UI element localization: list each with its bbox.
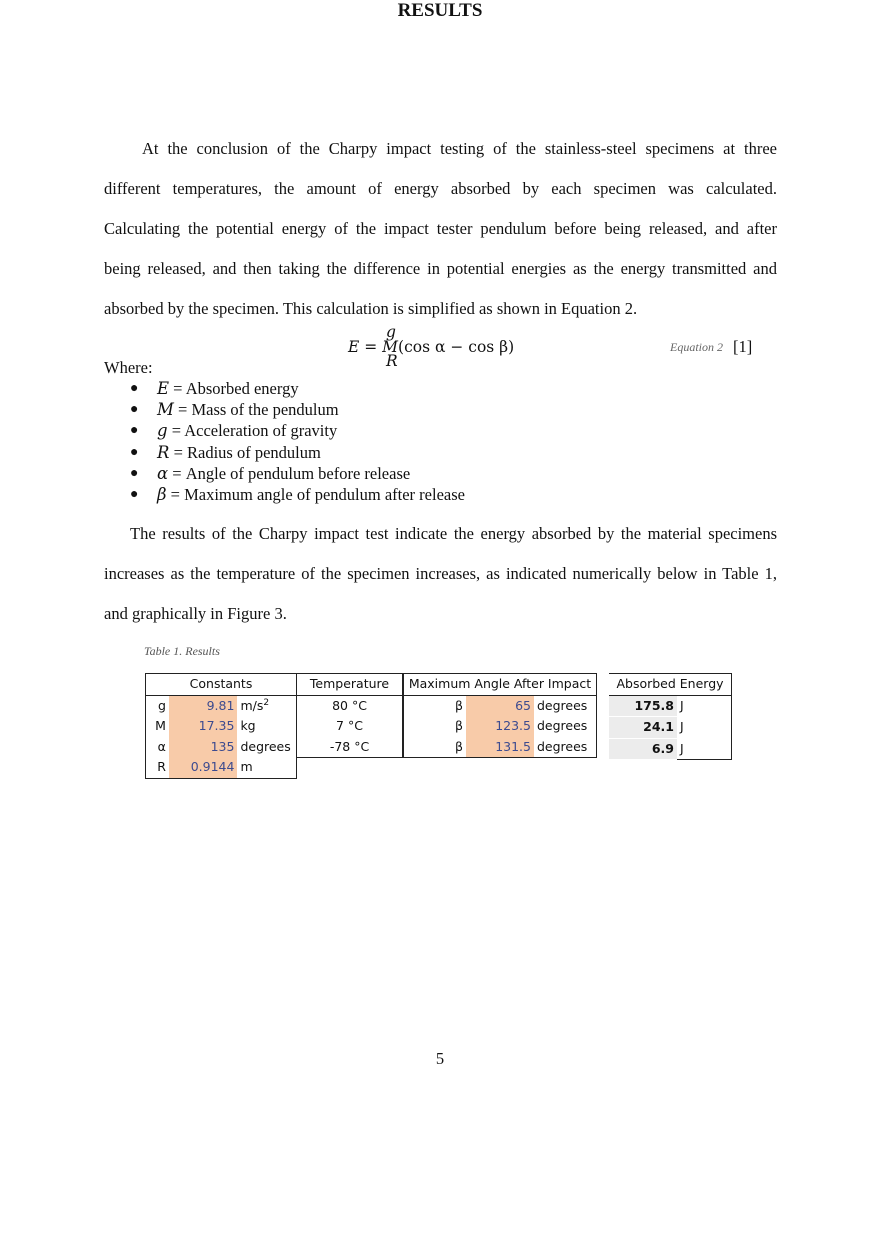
list-item: ● α = Angle of pendulum before release (130, 463, 411, 483)
paragraph-results (104, 514, 777, 634)
constants-header: Constants (146, 674, 297, 696)
table-row: 80 °C (332, 697, 367, 713)
angle-table (403, 673, 597, 758)
table-row: M 17.35 kg (146, 716, 297, 737)
list-item: ● M = Mass of the pendulum (130, 400, 339, 420)
equation-denominator: R (386, 352, 398, 370)
energy-table (609, 673, 732, 760)
paragraph-intro (104, 129, 777, 329)
temperature-header: Temperature (297, 674, 403, 696)
text-line: Calculating the potential energy of the impact tester pendulum before being released, and after (104, 219, 777, 238)
text-line: different temperatures, the amount of energy absorbed by each specimen was calculated. (104, 179, 777, 198)
table-row: 7 °C (336, 718, 363, 734)
list-item: ● β = Maximum angle of pendulum after release (130, 484, 465, 504)
equation-reference: [1] (733, 337, 753, 356)
table-row: 24.1 J (609, 717, 732, 739)
variable-list (130, 378, 465, 505)
text-line: and graphically in Figure 3. (104, 604, 287, 623)
energy-header: Absorbed Energy (609, 674, 732, 696)
equation (348, 323, 548, 373)
constants-table (145, 673, 297, 779)
list-item: ● g = Acceleration of gravity (130, 421, 338, 441)
table-row: β 123.5 degrees (404, 716, 597, 737)
equation-numerator: g (386, 323, 396, 341)
table-row: α 135 degrees (146, 737, 297, 758)
table-row: β 65 degrees (404, 695, 597, 716)
table-row: R 0.9144 m (146, 757, 297, 778)
text-line: At the conclusion of the Charpy impact testing of the stainless-steel specimens at three (142, 139, 777, 158)
page-number: 5 (435, 1049, 445, 1068)
table-row: 6.9 J (609, 738, 732, 760)
temperature-table (297, 673, 403, 758)
list-item: ● E = Absorbed energy (130, 379, 299, 398)
equation-body: E = M(cos α − cos β) (348, 338, 515, 356)
text-line: The results of the Charpy impact test indicate the energy absorbed by the material specimens (130, 524, 777, 543)
list-item: ● R = Radius of pendulum (130, 442, 321, 462)
table-row: -78 °C (329, 738, 370, 754)
section-heading: RESULTS (397, 0, 483, 21)
where-label: Where: (104, 358, 153, 377)
text-line: increases as the temperature of the specimen increases, as indicated numerically below in Table 1, (104, 564, 777, 583)
table-caption: Table 1. Results (144, 644, 220, 658)
text-line: absorbed by the specimen. This calculation is simplified as shown in Equation 2. (104, 299, 638, 318)
text-line: being released, and then taking the difference in potential energies as the energy transmitted and (104, 259, 777, 278)
table-row: 175.8 J (609, 695, 732, 717)
angle-header: Maximum Angle After Impact (404, 674, 597, 696)
equation-label: Equation 2 (670, 340, 723, 354)
table-row: g 9.81 $m/s^2$ (146, 695, 297, 716)
table-row: β 131.5 degrees (404, 737, 597, 758)
